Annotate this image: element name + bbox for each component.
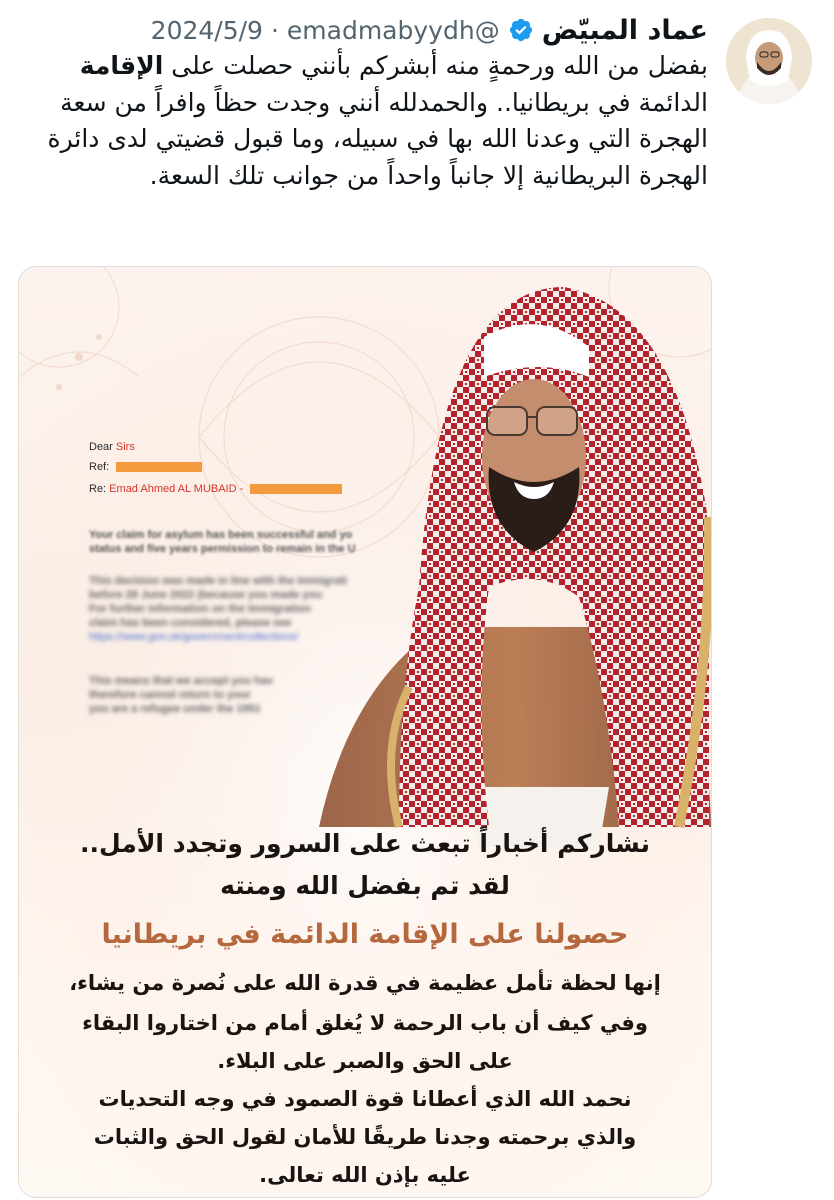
caption-line-8: والذي برحمته وجدنا طريقًا للأمان لقول الحق والثبات: [93, 1125, 637, 1149]
letter-para1-b: status and five years permission to remain in the U: [89, 543, 356, 555]
tweet-media-image[interactable]: [18, 266, 712, 1198]
letter-para3-a: This means that we accept you hav: [89, 675, 274, 687]
tweet-author-row: [60, 12, 708, 48]
letter-para2-a: This decision was made in line with the Immigrati: [89, 575, 347, 587]
letter-para2-c: For further information on the Immigration: [89, 603, 311, 615]
letter-para1-a: Your claim for asylum has been successful and yo: [89, 529, 353, 541]
tweet-text-part2: الدائمة في بريطانيا.. والحمدلله أنني وجدت حظاً وافراً من سعة الهجرة التي وعدنا الله بها في سبيله، وما قبول قضيتي لدى دائرة الهجرة البريطانية إلا جانباً واحداً من جوانب تلك السعة.: [47, 87, 708, 190]
caption-line-1: نشاركم أخباراً تبعث على السرور وتجدد الأمل..: [80, 829, 650, 858]
author-display-name[interactable]: عماد المبيّض: [541, 14, 708, 46]
verified-badge-icon: [508, 17, 534, 43]
letter-para2-e: https://www.gov.uk/government/collections/: [89, 631, 299, 643]
letter-ref: [89, 461, 202, 473]
letter-salutation: [89, 441, 135, 453]
author-handle[interactable]: @emadmabyydh: [286, 15, 500, 45]
separator-dot: ·: [270, 15, 279, 45]
caption-line-9: عليه بإذن الله تعالى.: [259, 1163, 471, 1187]
tweet-text: [18, 48, 708, 194]
letter-sirs: Sirs: [115, 441, 135, 453]
letter-para3-b: therefore cannot return to your: [89, 689, 251, 701]
letter-re-name: Emad Ahmed AL MUBAID -: [109, 483, 244, 495]
letter-re-label: Re:: [89, 483, 107, 495]
uk-home-office-letter: [89, 417, 469, 747]
tweet-text-bold: الإقامة: [79, 51, 164, 80]
letter-ref-label: Ref:: [89, 461, 110, 473]
letter-para2-d: claim has been considered, please see: [89, 617, 292, 629]
redaction-bar: [250, 484, 342, 494]
letter-para3-c: you are a refugee under the 1951: [89, 703, 261, 715]
caption-line-7: نحمد الله الذي أعطانا قوة الصمود في وجه التحديات: [98, 1087, 632, 1111]
caption-headline: حصولنا على الإقامة الدائمة في بريطانيا: [101, 919, 629, 950]
letter-re: [89, 483, 342, 495]
tweet-date[interactable]: 2024/5/9: [150, 15, 263, 45]
author-avatar[interactable]: [726, 18, 812, 104]
caption-line-4: إنها لحظة تأمل عظيمة في قدرة الله على نُصرة من يشاء،: [69, 971, 661, 995]
redaction-bar: [116, 462, 202, 472]
caption-line-2: لقد تم بفضل الله ومنته: [220, 871, 510, 900]
tweet-text-part1: بفضل من الله ورحمةٍ منه أبشركم بأنني حصلت على: [163, 51, 708, 80]
avatar-portrait: [726, 18, 812, 104]
letter-para2-b: before 28 June 2022 (because you made you: [89, 589, 322, 601]
letter-dear: Dear: [89, 441, 113, 453]
caption-line-6: على الحق والصبر على البلاء.: [217, 1049, 513, 1073]
caption-line-5: وفي كيف أن باب الرحمة لا يُغلق أمام من اختاروا البقاء: [82, 1011, 648, 1035]
